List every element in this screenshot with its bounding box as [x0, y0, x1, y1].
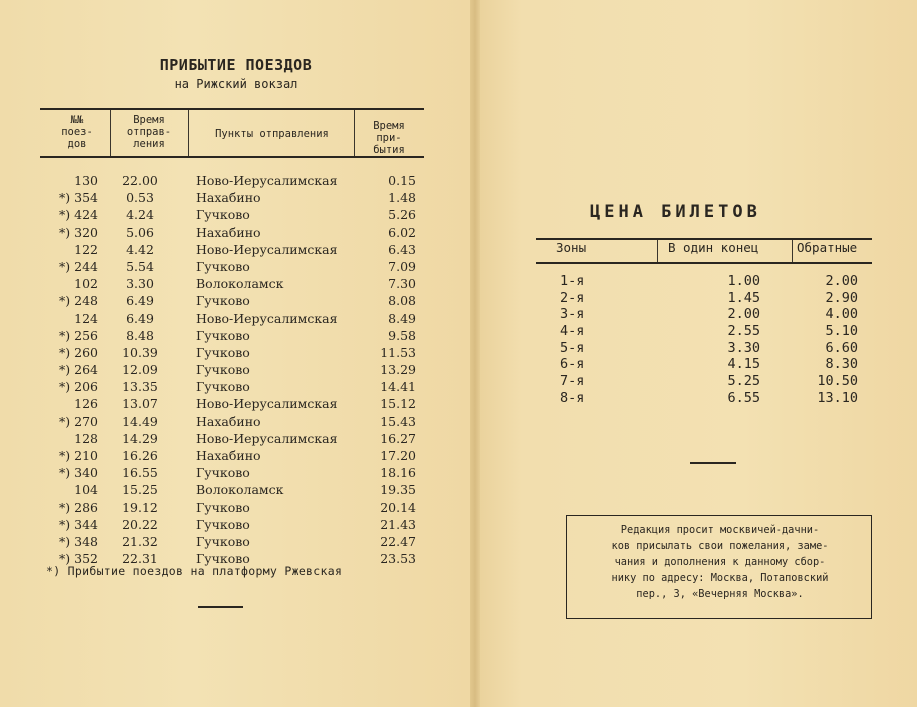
departure-time: 3.30	[126, 276, 154, 292]
arrival-row	[38, 447, 418, 464]
train-number: 124	[74, 310, 98, 326]
departure-point: Гучково	[196, 465, 250, 481]
arrival-row	[38, 241, 418, 258]
departure-time: 5.54	[126, 258, 154, 274]
arrival-time: 15.12	[380, 396, 416, 412]
header-zone: Зоны	[556, 240, 587, 255]
train-number: *) 206	[59, 379, 98, 395]
price-row	[540, 323, 880, 340]
header-departure-time: Время отправ- ления	[126, 114, 172, 150]
zone: 1-я	[560, 273, 585, 289]
arrival-row	[38, 258, 418, 275]
zone: 3-я	[560, 306, 585, 323]
price-row	[540, 390, 880, 407]
one-way-price: 1.45	[727, 289, 760, 306]
arrival-time: 7.09	[388, 258, 416, 274]
arrival-time: 16.27	[380, 430, 416, 446]
arrival-time: 20.14	[380, 499, 416, 515]
arrival-row	[38, 206, 418, 223]
train-number: *) 210	[59, 448, 98, 463]
editorial-note: Редакция просит москвичей-дачни- ков присылать свои пожелания, заме- чания и дополнения к данному сбор- нику по адресу: Москва, Потаповский пер., 3, «Вечерняя Москва».	[611, 524, 829, 600]
departure-point: Волоколамск	[196, 482, 284, 498]
price-row	[540, 273, 880, 290]
price-row	[540, 290, 880, 307]
departure-point: Гучково	[196, 344, 250, 360]
arrival-row	[38, 378, 418, 395]
train-number: *) 424	[59, 207, 98, 223]
arrivals-subtitle: на Рижский вокзал	[174, 77, 298, 91]
round-trip-price: 8.30	[825, 356, 858, 373]
one-way-price: 3.30	[727, 339, 760, 356]
arrival-row	[38, 310, 418, 327]
train-number: 122	[74, 241, 98, 257]
prices-header-rule	[536, 262, 872, 264]
train-number: *) 286	[59, 499, 98, 515]
train-number: *) 244	[59, 258, 98, 274]
train-number: *) 270	[59, 413, 98, 429]
arrival-row	[38, 292, 418, 309]
train-number: *) 348	[59, 533, 98, 549]
arrival-row	[38, 499, 418, 516]
arrival-row	[38, 275, 418, 292]
book-gutter	[470, 0, 480, 707]
departure-point: Гучково	[196, 293, 250, 309]
round-trip-price: 2.90	[825, 289, 858, 306]
one-way-price: 6.55	[727, 389, 760, 406]
departure-point: Нахабино	[196, 224, 261, 240]
train-number: *) 352	[59, 551, 98, 567]
price-row	[540, 306, 880, 323]
arrival-row	[38, 224, 418, 241]
departure-time: 15.25	[122, 482, 158, 498]
arrival-time: 6.43	[388, 241, 416, 257]
arrival-time: 21.43	[380, 516, 416, 532]
departure-point: Гучково	[196, 258, 250, 274]
train-number: *) 344	[59, 516, 98, 532]
train-number: *) 248	[59, 293, 98, 309]
one-way-price: 1.00	[727, 273, 760, 289]
left-page-end-rule	[198, 606, 243, 608]
departure-point: Волоколамск	[196, 276, 284, 292]
departure-point: Ново-Иерусалимская	[196, 241, 338, 257]
header-arrival-time: Время при- бытия	[373, 120, 405, 156]
arrivals-title: ПРИБЫТИЕ ПОЕЗДОВ	[159, 56, 313, 74]
one-way-price: 2.00	[727, 306, 760, 323]
arrival-row	[38, 344, 418, 361]
header-round-trip: Обратные	[797, 240, 858, 255]
departure-point: Гучково	[196, 327, 250, 343]
prices-title: ЦЕНА БИЛЕТОВ	[590, 202, 761, 222]
arrival-time: 9.58	[388, 327, 416, 343]
zone: 8-я	[560, 389, 585, 406]
departure-point: Ново-Иерусалимская	[196, 430, 338, 446]
departure-time: 21.32	[122, 533, 158, 549]
departure-time: 5.06	[126, 224, 154, 240]
header-divider	[188, 110, 189, 156]
departure-time: 22.31	[122, 551, 158, 567]
one-way-price: 2.55	[727, 323, 760, 340]
arrival-time: 8.49	[388, 310, 416, 326]
arrival-time: 0.15	[388, 173, 416, 188]
header-bottom-rule	[40, 156, 424, 158]
prices-table-body	[540, 273, 880, 407]
arrivals-footnote: *) Прибытие поездов на платформу Ржевская	[46, 564, 343, 578]
arrival-time: 11.53	[380, 344, 416, 360]
train-number: *) 260	[59, 344, 98, 360]
arrival-time: 13.29	[380, 362, 416, 378]
arrival-row	[38, 516, 418, 533]
arrival-row	[38, 413, 418, 430]
zone: 7-я	[560, 373, 585, 390]
departure-point: Ново-Иерусалимская	[196, 173, 338, 188]
departure-point: Гучково	[196, 516, 250, 532]
table-top-rule	[40, 108, 424, 110]
arrival-time: 22.47	[380, 533, 416, 549]
train-number: *) 340	[59, 465, 98, 481]
train-number: 126	[74, 396, 98, 412]
departure-time: 13.07	[122, 396, 158, 412]
header-one-way: В один конец	[668, 240, 759, 255]
departure-point: Гучково	[196, 362, 250, 378]
arrival-row	[38, 464, 418, 481]
arrival-time: 18.16	[380, 465, 416, 481]
arrival-time: 19.35	[380, 482, 416, 498]
train-number: *) 264	[59, 362, 98, 378]
train-number: 128	[74, 430, 98, 446]
zone: 4-я	[560, 323, 585, 340]
train-number: 104	[74, 482, 98, 498]
arrival-row	[38, 481, 418, 498]
arrival-time: 1.48	[388, 190, 416, 206]
departure-time: 19.12	[122, 499, 158, 515]
arrival-row	[38, 327, 418, 344]
right-page-separator-rule	[690, 462, 736, 464]
arrival-time: 23.53	[380, 551, 416, 567]
departure-time: 0.53	[126, 190, 154, 206]
train-number: *) 256	[59, 327, 98, 343]
arrivals-table-body	[38, 172, 418, 567]
arrival-row	[38, 395, 418, 412]
arrival-row	[38, 430, 418, 447]
departure-point: Гучково	[196, 379, 250, 395]
arrival-time: 7.30	[388, 276, 416, 292]
train-number: *) 320	[59, 224, 98, 240]
departure-time: 22.00	[122, 173, 158, 188]
header-departure-point: Пункты отправления	[215, 128, 329, 140]
departure-time: 6.49	[126, 310, 154, 326]
departure-point: Нахабино	[196, 448, 261, 463]
departure-time: 4.24	[126, 207, 154, 223]
round-trip-price: 6.60	[825, 339, 858, 356]
zone: 2-я	[560, 289, 585, 306]
one-way-price: 4.15	[727, 356, 760, 373]
departure-point: Нахабино	[196, 413, 261, 429]
arrival-row	[38, 189, 418, 206]
zone: 6-я	[560, 356, 585, 373]
zone: 5-я	[560, 339, 585, 356]
departure-point: Ново-Иерусалимская	[196, 310, 338, 326]
round-trip-price: 10.50	[817, 373, 858, 390]
departure-time: 12.09	[122, 362, 158, 378]
departure-point: Гучково	[196, 499, 250, 515]
arrival-row	[38, 361, 418, 378]
prices-header-divider	[792, 240, 793, 262]
price-row	[540, 340, 880, 357]
arrival-time: 15.43	[380, 413, 416, 429]
price-row	[540, 373, 880, 390]
round-trip-price: 2.00	[825, 273, 858, 289]
arrival-time: 6.02	[388, 224, 416, 240]
round-trip-price: 5.10	[825, 323, 858, 340]
one-way-price: 5.25	[727, 373, 760, 390]
arrival-time: 8.08	[388, 293, 416, 309]
arrival-time: 5.26	[388, 207, 416, 223]
arrival-row	[38, 172, 418, 189]
departure-time: 20.22	[122, 516, 158, 532]
arrival-row	[38, 533, 418, 550]
train-number: 130	[74, 173, 98, 188]
departure-point: Гучково	[196, 207, 250, 223]
arrival-time: 17.20	[380, 448, 416, 463]
departure-time: 16.55	[122, 465, 158, 481]
departure-point: Гучково	[196, 551, 250, 567]
train-number: *) 354	[59, 190, 98, 206]
departure-time: 10.39	[122, 344, 158, 360]
departure-point: Нахабино	[196, 190, 261, 206]
departure-point: Гучково	[196, 533, 250, 549]
round-trip-price: 13.10	[817, 389, 858, 406]
departure-time: 14.29	[122, 430, 158, 446]
departure-time: 16.26	[122, 448, 158, 463]
price-row	[540, 356, 880, 373]
departure-time: 4.42	[126, 241, 154, 257]
departure-time: 6.49	[126, 293, 154, 309]
train-number: 102	[74, 276, 98, 292]
arrival-time: 14.41	[380, 379, 416, 395]
round-trip-price: 4.00	[825, 306, 858, 323]
departure-time: 14.49	[122, 413, 158, 429]
prices-header-divider	[657, 240, 658, 262]
departure-time: 8.48	[126, 327, 154, 343]
header-divider	[110, 110, 111, 156]
header-divider	[354, 110, 355, 156]
departure-time: 13.35	[122, 379, 158, 395]
departure-point: Ново-Иерусалимская	[196, 396, 338, 412]
header-train-number: №№ поез- дов	[61, 114, 93, 150]
